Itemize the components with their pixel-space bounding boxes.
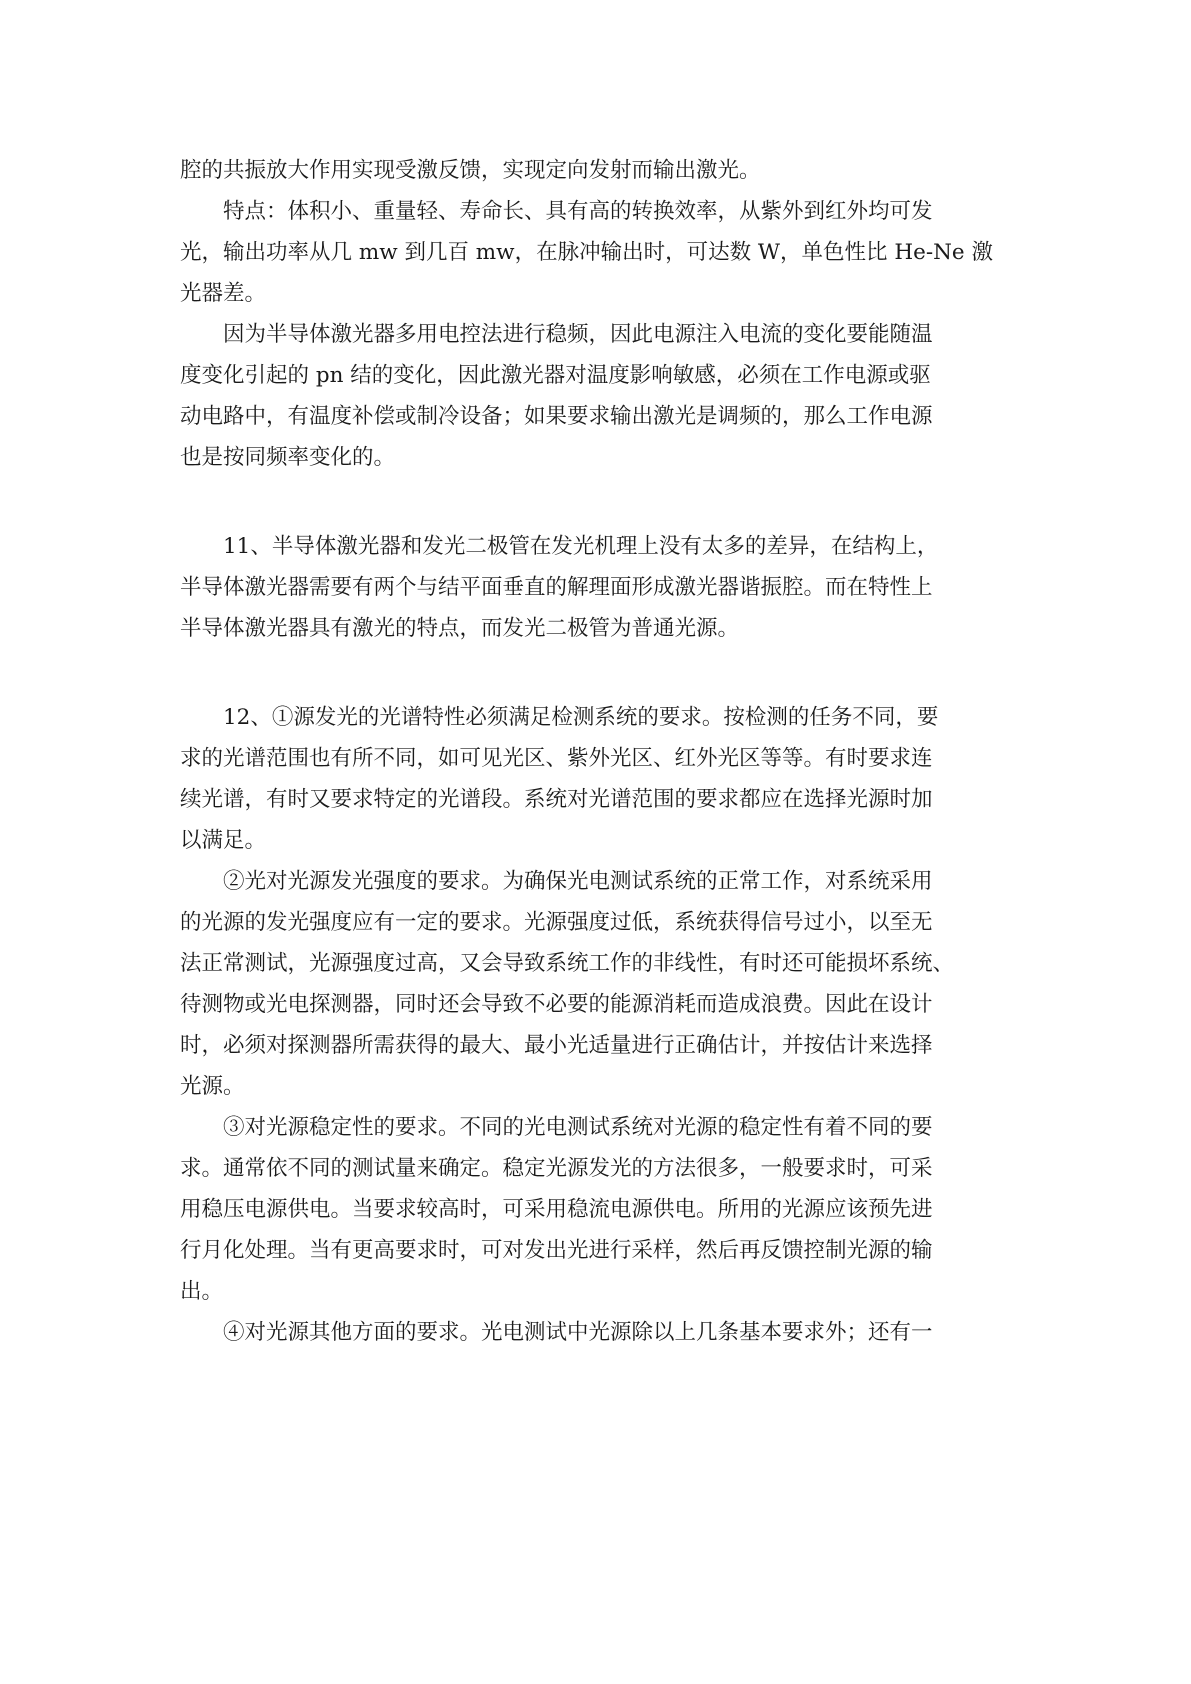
text-line: ④对光源其他方面的要求。光电测试中光源除以上几条基本要求外；还有一 (223, 1320, 933, 1345)
paragraph (180, 1312, 1010, 1353)
text-line: 续光谱，有时又要求特定的光谱段。系统对光谱范围的要求都应在选择光源时加 (180, 787, 933, 812)
text-line: 腔的共振放大作用实现受激反馈，实现定向发射而输出激光。 (180, 158, 761, 183)
text-line: 11、半导体激光器和发光二极管在发光机理上没有太多的差异，在结构上， (223, 534, 939, 559)
text-line: 半导体激光器具有激光的特点，而发光二极管为普通光源。 (180, 616, 740, 641)
text-line: 以满足。 (180, 828, 267, 853)
text-line: ②光对光源发光强度的要求。为确保光电测试系统的正常工作，对系统采用 (223, 869, 933, 894)
text-line: 特点：体积小、重量轻、寿命长、具有高的转换效率，从紫外到红外均可发 (223, 199, 933, 224)
text-line: 光源。 (180, 1074, 245, 1099)
paragraph (180, 697, 1010, 861)
text-line: 12、①源发光的光谱特性必须满足检测系统的要求。按检测的任务不同，要 (223, 705, 939, 730)
paragraph (180, 1107, 1010, 1312)
text-line: 出。 (180, 1279, 224, 1304)
text-line: 的光源的发光强度应有一定的要求。光源强度过低，系统获得信号过小，以至无 (180, 910, 933, 935)
document-body (180, 150, 1010, 1353)
paragraph (180, 861, 1010, 1107)
paragraph-gap (180, 649, 1010, 697)
text-line: 时，必须对探测器所需获得的最大、最小光适量进行正确估计，并按估计来选择 (180, 1033, 933, 1058)
text-line: 法正常测试，光源强度过高，又会导致系统工作的非线性，有时还可能损坏系统、 (180, 951, 955, 976)
text-line: 行月化处理。当有更高要求时，可对发出光进行采样，然后再反馈控制光源的输 (180, 1238, 933, 1263)
text-line: 待测物或光电探测器，同时还会导致不必要的能源消耗而造成浪费。因此在设计 (180, 992, 933, 1017)
text-line: 度变化引起的 pn 结的变化，因此激光器对温度影响敏感，必须在工作电源或驱 (180, 363, 931, 388)
text-line: 求。通常依不同的测试量来确定。稳定光源发光的方法很多，一般要求时，可采 (180, 1156, 933, 1181)
text-line: 动电路中，有温度补偿或制冷设备；如果要求输出激光是调频的，那么工作电源 (180, 404, 933, 429)
text-line: 光，输出功率从几 mw 到几百 mw，在脉冲输出时，可达数 W，单色性比 He-Ne 激 (180, 240, 993, 265)
text-line: 光器差。 (180, 281, 267, 306)
text-line: ③对光源稳定性的要求。不同的光电测试系统对光源的稳定性有着不同的要 (223, 1115, 933, 1140)
text-line: 用稳压电源供电。当要求较高时，可采用稳流电源供电。所用的光源应该预先进 (180, 1197, 933, 1222)
text-line: 因为半导体激光器多用电控法进行稳频，因此电源注入电流的变化要能随温 (223, 322, 933, 347)
paragraph (180, 314, 1010, 478)
paragraph-gap (180, 478, 1010, 526)
paragraph (180, 191, 1010, 314)
paragraph (180, 526, 1010, 649)
text-line: 求的光谱范围也有所不同，如可见光区、紫外光区、红外光区等等。有时要求连 (180, 746, 933, 771)
text-line: 也是按同频率变化的。 (180, 445, 396, 470)
text-line: 半导体激光器需要有两个与结平面垂直的解理面形成激光器谐振腔。而在特性上 (180, 575, 933, 600)
paragraph (180, 150, 1010, 191)
